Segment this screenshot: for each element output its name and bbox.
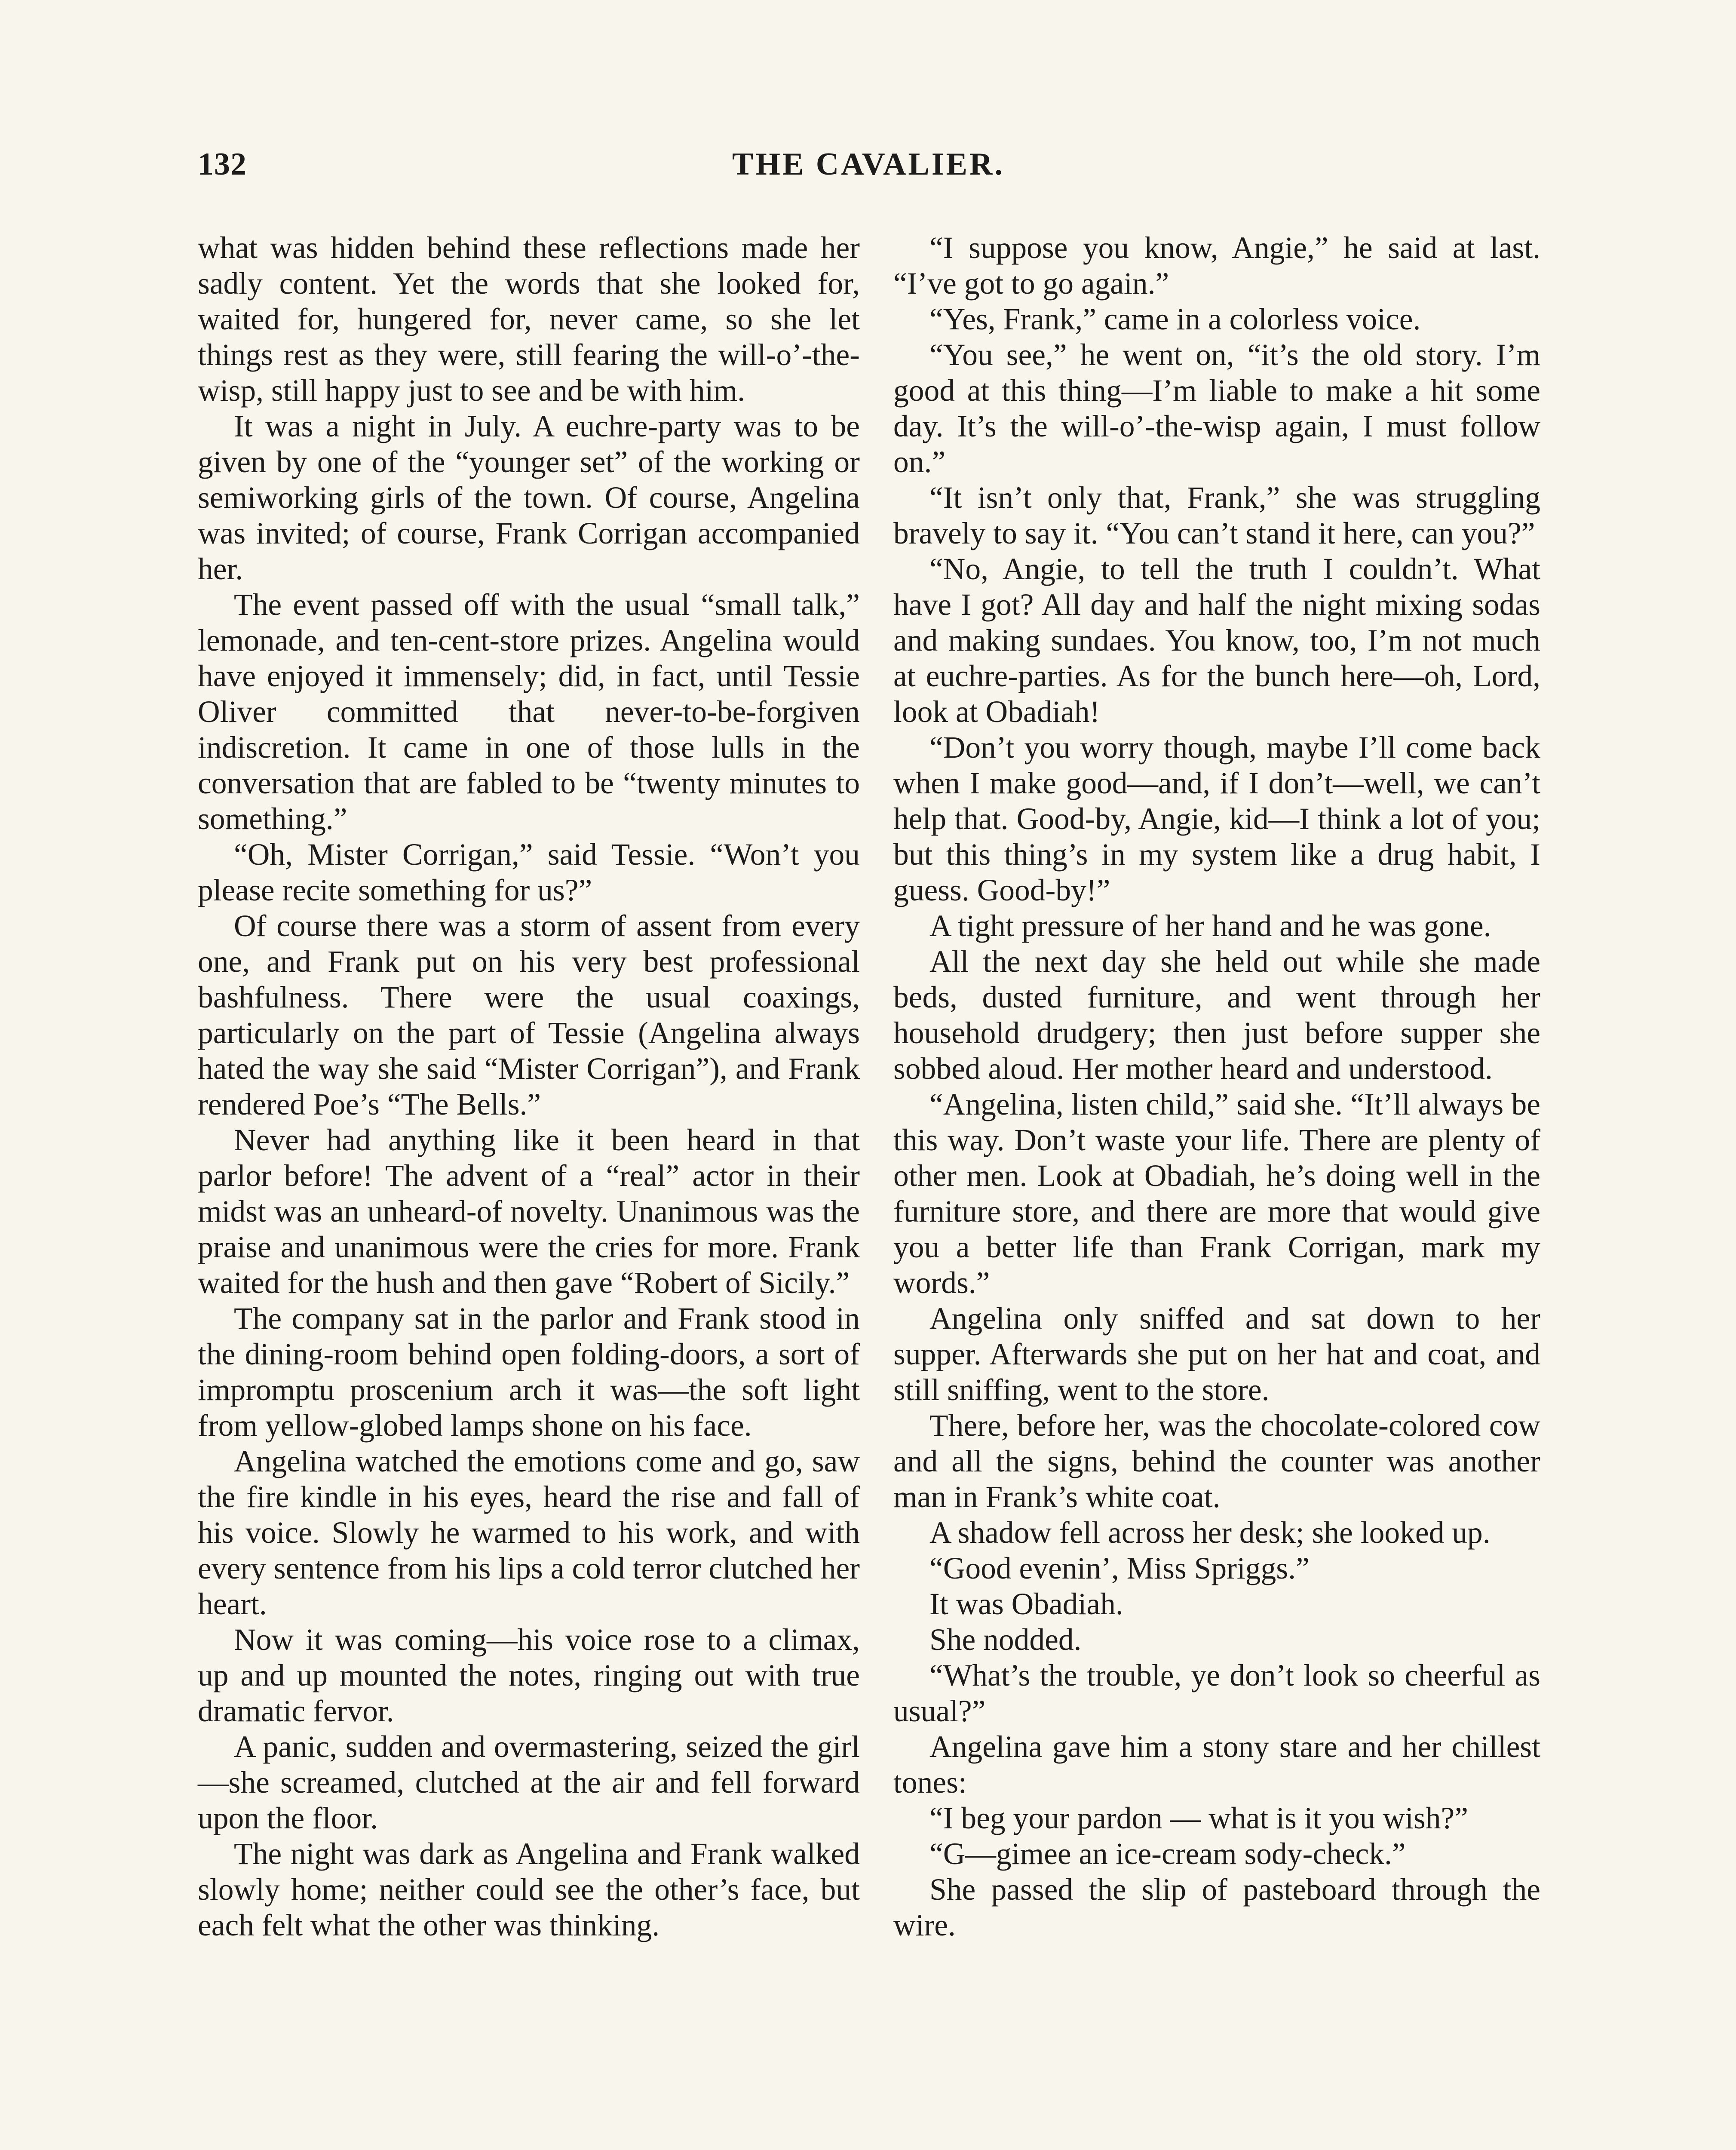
running-head: [198, 146, 1539, 198]
left-column: [198, 230, 860, 1943]
paragraph: It was a night in July. A euchre-party was to be given by one of the “younger set” of the working or semiworking girls of the town. Of course, Angelina was invited; of course, Frank Corrigan accompanied her.: [198, 409, 860, 586]
paragraph: “No, Angie, to tell the truth I couldn’t. What have I got? All day and half the night mixing sodas and making sundaes. You know, too, I’m not much at euchre-parties. As for the bunch here—oh, Lord, look at Obadiah!: [893, 552, 1540, 729]
paragraph: Angelina only sniffed and sat down to her supper. Afterwards she put on her hat and coat, and still sniffing, went to the store.: [893, 1302, 1540, 1407]
paragraph: The company sat in the parlor and Frank stood in the dining-room behind open folding-doors, a sort of impromptu proscenium arch it was—the soft light from yellow-globed lamps shone on his face.: [198, 1302, 860, 1443]
paragraph: “Yes, Frank,” came in a colorless voice.: [929, 302, 1421, 336]
paragraph: Of course there was a storm of assent from every one, and Frank put on his very best professional bashfulness. There were the usual coaxings, particularly on the part of Tessie (Angelina always hated the way she said “Mister Corrigan”), and Frank rendered Poe’s “The Bells.”: [198, 909, 860, 1121]
paragraph: “Don’t you worry though, maybe I’ll come back when I make good—and, if I don’t—well, we can’t help that. Good-by, Angie, kid—I think a lot of you; but this thing’s in my system like a drug habit, I guess. Good-by!”: [893, 731, 1540, 907]
paragraph: “It isn’t only that, Frank,” she was struggling bravely to say it. “You can’t stand it here, can you?”: [893, 481, 1540, 550]
paragraph: “Angelina, listen child,” said she. “It’ll always be this way. Don’t waste your life. There are plenty of other men. Look at Obadiah, he’s doing well in the furniture store, and there are more that would give you a better life than Frank Corrigan, mark my words.”: [893, 1087, 1540, 1300]
right-column: [893, 230, 1540, 1943]
paragraph: The event passed off with the usual “small talk,” lemonade, and ten-cent-store prizes. Angelina would have enjoyed it immensely; did, in fact, until Tessie Oliver committed that never-to-be-forgiven indiscretion. It came in one of those lulls in the conversation that are fabled to be “twenty minutes to something.”: [198, 588, 860, 836]
page-number: 132: [198, 147, 247, 182]
paragraph: She passed the slip of pasteboard through the wire.: [893, 1873, 1540, 1942]
paragraph: “What’s the trouble, ye don’t look so cheerful as usual?”: [893, 1659, 1540, 1728]
paragraph: “You see,” he went on, “it’s the old story. I’m good at this thing—I’m liable to make a hit some day. It’s the will-o’-the-wisp again, I must follow on.”: [893, 338, 1540, 479]
paragraph: All the next day she held out while she made beds, dusted furniture, and went through her household drudgery; then just before supper she sobbed aloud. Her mother heard and understood.: [893, 945, 1540, 1086]
paragraph: Now it was coming—his voice rose to a climax, up and up mounted the notes, ringing out with true dramatic fervor.: [198, 1623, 860, 1728]
paragraph: There, before her, was the chocolate-colored cow and all the signs, behind the counter was another man in Frank’s white coat.: [893, 1409, 1540, 1514]
paragraph: Never had anything like it been heard in that parlor before! The advent of a “real” actor in their midst was an unheard-of novelty. Unanimous was the praise and unanimous were the cries for more. Frank waited for the hush and then gave “Robert of Sicily.”: [198, 1123, 860, 1300]
paragraph: She nodded.: [929, 1623, 1082, 1657]
paragraph: It was Obadiah.: [929, 1587, 1123, 1621]
paragraph: The night was dark as Angelina and Frank walked slowly home; neither could see the other’s face, but each felt what the other was thinking.: [198, 1837, 860, 1942]
paragraph: “I beg your pardon — what is it you wish?”: [929, 1801, 1468, 1835]
paragraph: “G—gimee an ice-cream sody-check.”: [929, 1837, 1406, 1871]
paragraph: A tight pressure of her hand and he was gone.: [929, 909, 1491, 943]
paragraph: “Good evenin’, Miss Spriggs.”: [929, 1551, 1310, 1585]
paragraph: A shadow fell across her desk; she looked up.: [929, 1516, 1491, 1550]
paragraph: A panic, sudden and overmastering, seized the girl—she screamed, clutched at the air and fell forward upon the floor.: [198, 1730, 860, 1835]
paragraph: Angelina watched the emotions come and go, saw the fire kindle in his eyes, heard the rise and fall of his voice. Slowly he warmed to his work, and with every sentence from his lips a cold terror clutched her heart.: [198, 1444, 860, 1621]
paragraph: “I suppose you know, Angie,” he said at last. “I’ve got to go again.”: [893, 231, 1540, 301]
paragraph: what was hidden behind these reflections made her sadly content. Yet the words that she looked for, waited for, hungered for, never came, so she let things rest as they were, still fearing the will-o’-the-wisp, still happy just to see and be with him.: [198, 231, 860, 408]
paragraph: Angelina gave him a stony stare and her chillest tones:: [893, 1730, 1540, 1800]
magazine-title: THE CAVALIER.: [732, 147, 1005, 182]
paragraph: “Oh, Mister Corrigan,” said Tessie. “Won’t you please recite something for us?”: [198, 838, 860, 907]
